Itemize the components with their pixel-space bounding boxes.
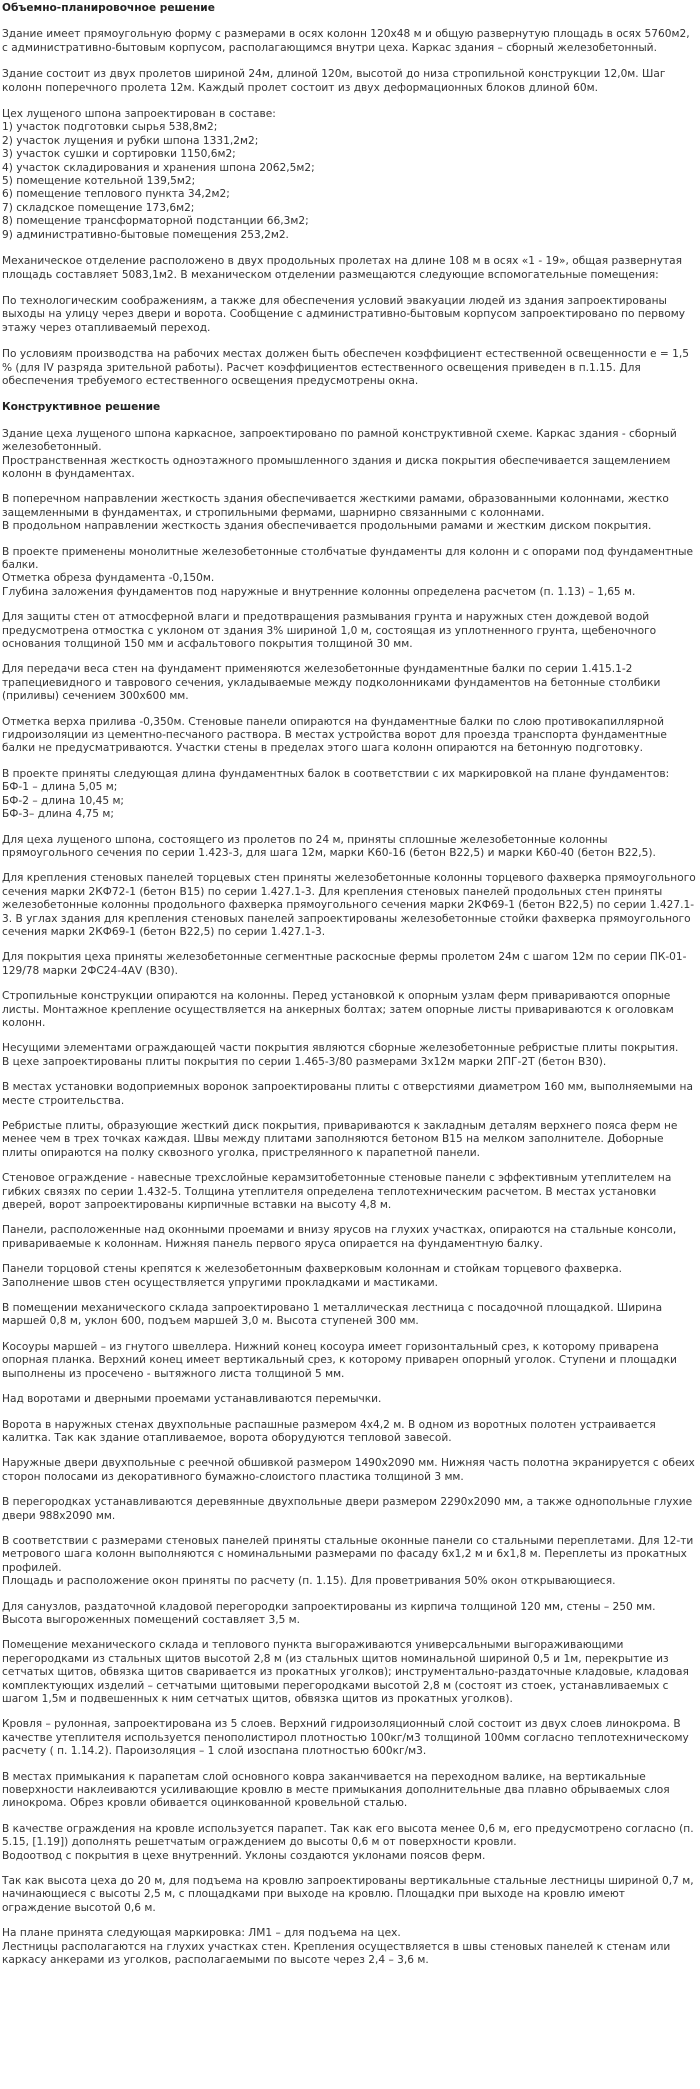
paragraph-line: Глубина заложения фундаментов под наружные и внутренние колонны определена расчетом (п. 1.13) – 1,65 м. — [2, 585, 636, 598]
paragraph — [2, 1718, 696, 1758]
paragraph-line: Наружные двери двухпольные с реечной обшивкой размером 1490х2090 мм. Нижняя часть полотна экранируется с обеих сторон полосами из декоративного бумажно-слоистого пластика толщиной 3 мм. — [2, 1457, 695, 1483]
paragraph — [2, 1042, 696, 1069]
paragraph — [2, 768, 696, 822]
paragraph — [2, 1081, 696, 1108]
paragraph — [2, 1341, 696, 1381]
paragraph-line: 9) административно-бытовые помещения 253,2м2. — [2, 228, 289, 241]
paragraph — [2, 108, 696, 242]
paragraph-line: 8) помещение трансформаторной подстанции 66,3м2; — [2, 215, 309, 228]
paragraph-line: Несущими элементами ограждающей части покрытия являются сборные железобетонные ребристые плиты покрытия. — [2, 1042, 679, 1055]
paragraph-line: По условиям производства на рабочих местах должен быть обеспечен коэффициент естественной освещенности е = 1,5 % (для IV разряда зрительной работы). Расчет коэффициентов естественного освещения приведен в п.1.15. Для обеспечения требуемого естественного освещения предусмотрены окна. — [2, 348, 690, 387]
paragraph — [2, 1927, 696, 1967]
paragraph-line: 7) складское помещение 173,6м2; — [2, 201, 195, 214]
paragraph-line: 2) участок лущения и рубки шпона 1331,2м2; — [2, 134, 259, 147]
paragraph — [2, 1120, 696, 1160]
paragraph-line: В помещении механического склада запроектировано 1 металлическая лестница с посадочной площадкой. Ширина маршей 0,8 м, уклон 600, подъем маршей 3,0 м. Высота ступеней 300 мм. — [2, 1302, 663, 1328]
paragraph — [2, 1496, 696, 1523]
paragraph — [2, 951, 696, 978]
paragraph-line: БФ-2 – длина 10,45 м; — [2, 794, 125, 807]
paragraph-line: Панели, расположенные над оконными проемами и внизу ярусов на глухих участках, опираются на стальные консоли, привариваемые к колоннам. Нижняя панель первого яруса опирается на фундаментную балку. — [2, 1224, 677, 1250]
paragraph-line: 5) помещение котельной 139,5м2; — [2, 175, 196, 188]
paragraph — [2, 834, 696, 861]
paragraph — [2, 428, 696, 482]
paragraph — [2, 68, 696, 95]
paragraph-line: В поперечном направлении жесткость здания обеспечивается жесткими рамами, образованными колоннами, жестко защемленными в фундаментах, и стропильными фермами, шарнирно связанными с колоннами. — [2, 493, 669, 519]
paragraph — [2, 990, 696, 1030]
paragraph-line: Стеновое ограждение - навесные трехслойные керамзитобетонные стеновые панели с эффективным утеплителем на гибких связях по серии 1.432-5. Толщина утеплителя определена теплотехническим расчетом. В местах установки дверей, ворот запроектированы кирпичные вставки на высоту 4,8 м. — [2, 1172, 672, 1212]
paragraph-line: Здание цеха лущеного шпона каркасное, запроектировано по рамной конструктивной схеме. Каркас здания - сборный железобетонный. — [2, 427, 677, 454]
paragraph-line: В продольном направлении жесткость здания обеспечивается продольными рамами и жестким диском покрытия. — [2, 520, 652, 533]
paragraph-line: По технологическим соображениям, а также для обеспечения условий эвакуации людей из здания запроектированы выходы на улицу через двери и ворота. Сообщение с административно-бытовым корпусом запроектировано по первому этажу через отапливаемый переход. — [2, 294, 686, 334]
paragraph — [2, 1263, 696, 1290]
paragraph-line: В проекте приняты следующая длина фундаментных балок в соответствии с их маркировкой на плане фундаментов: — [2, 767, 670, 780]
paragraph-line: Цех лущеного шпона запроектирован в составе: — [2, 108, 276, 121]
paragraph-line: В качестве ограждения на кровле используется парапет. Так как его высота менее 0,6 м, его предусмотрено согласно (п. 5.15, [1.19]) дополнять решетчатым ограждением до высоты 0,6 м от поверхности кровли. — [2, 1822, 694, 1849]
paragraph — [2, 1172, 696, 1212]
paragraph-line: Пространственная жесткость одноэтажного промышленного здания и диска покрытия обеспечивается защемлением колонн в фундаментах. — [2, 454, 671, 480]
paragraph — [2, 28, 696, 55]
paragraph-line: Так как высота цеха до 20 м, для подъема на кровлю запроектированы вертикальные стальные лестницы шириной 0,7 м, начинающиеся с высоты 2,5 м, с площадками при выходе на кровлю. Площадки при выходе на кровлю имеют ограждение высотой 0,6 м. — [2, 1875, 694, 1914]
paragraph-line: Стропильные конструкции опираются на колонны. Перед установкой к опорным узлам ферм привариваются опорные листы. Монтажное крепление осуществляется на анкерных болтах; затем опорные листы привариваются к оголовкам колонн. — [2, 990, 674, 1029]
paragraph-line: В соответствии с размерами стеновых панелей приняты стальные оконные панели со стальными переплетами. Для 12-ти метрового шага колонн выполняются с номинальными размерами по фасаду 6х1,2 м и 6х1,8 м. Переплеты из прокатных профилей. — [2, 1534, 694, 1574]
paragraph-line: Для крепления стеновых панелей торцевых стен приняты железобетонные колонны торцевого фахверка прямоугольного сечения марки 2КФ72-1 (бетон В15) по серии 1.427.1-3. Для крепления стеновых панелей продольных стен приняты железобетонные колонны продольного фахверка прямоугольного сечения марки 2КФ69-1 (бетон В22,5) по серии 1.427.1-3. В углах здания для крепления стеновых панелей запроектированы железобетонные стойки фахверка прямоугольного сечения марки 2КФ69-1 (бетон В22,5) по серии 1.427.1-3. — [2, 872, 696, 938]
paragraph — [2, 1535, 696, 1589]
paragraph-line: В местах установки водоприемных воронок запроектированы плиты с отверстиями диаметром 160 мм, выполняемыми на месте строительства. — [2, 1081, 693, 1107]
paragraph-line: В местах примыкания к парапетам слой основного ковра заканчивается на переходном валике, на вертикальные поверхности наклеиваются усиливающие кровлю в месте примыкания дополнительные два плавно обрываемых слоя линокрома. Обрез кровли обивается оцинкованной кровельной сталью. — [2, 1770, 670, 1810]
paragraph-line: Здание состоит из двух пролетов шириной 24м, длиной 120м, высотой до низа стропильной конструкции 12,0м. Шаг колонн поперечного пролета 12м. Каждый пролет состоит из двух деформационных блоков длиной 60м. — [2, 68, 666, 94]
paragraph-line: Ребристые плиты, образующие жесткий диск покрытия, привариваются к закладным деталям верхнего пояса ферм не менее чем в трех точках каждая. Швы между плитами заполняются бетоном В15 на мелком заполнителе. Доборные плиты опираются на полку сквозного уголка, пристрелянного к парапетной панели. — [2, 1120, 678, 1159]
paragraph-line: Кровля – рулонная, запроектирована из 5 слоев. Верхний гидроизоляционный слой состоит из двух слоев линокрома. В качестве утеплителя используется пенополистирол плотностью 100кг/м3 толщиной 100мм согласно теплотехническому расчету ( п. 1.14.2). Пароизоляция – 1 слой изоспана плотностью 600кг/м3. — [2, 1718, 689, 1758]
paragraph — [2, 1419, 696, 1446]
document-section — [2, 401, 696, 1967]
paragraph — [2, 493, 696, 533]
paragraph-line: 6) помещение теплового пункта 34,2м2; — [2, 188, 230, 201]
paragraph — [2, 1875, 696, 1915]
document-section — [2, 2, 696, 388]
paragraph-line: Для передачи веса стен на фундамент применяются железобетонные фундаментные балки по серии 1.415.1-2 трапециевидного и таврового сечения, укладываемые между подколонниками фундаментов на бетонные столбики (приливы) сечением 300х600 мм. — [2, 663, 661, 703]
paragraph — [2, 1771, 696, 1811]
paragraph-line: Лестницы располагаются на глухих участках стен. Крепления осуществляется в швы стеновых панелей к стенам или каркасу анкерами из уголков, располагаемыми по высоте через 2,4 – 3,6 м. — [2, 1940, 671, 1967]
paragraph-line: Водоотвод с покрытия в цехе внутренний. Уклоны создаются уклонами поясов ферм. — [2, 1849, 486, 1862]
section-heading: Конструктивное решение — [2, 401, 161, 414]
paragraph — [2, 1302, 696, 1329]
paragraph-line: 4) участок складирования и хранения шпона 2062,5м2; — [2, 161, 315, 174]
paragraph — [2, 1457, 696, 1484]
paragraph-line: Для цеха лущеного шпона, состоящего из пролетов по 24 м, приняты сплошные железобетонные колонны прямоугольного сечения по серии 1.423-3, для шага 12м, марки К60-16 (бетон В22,5) и марки К60-40 (бетон В22,5). — [2, 833, 656, 859]
paragraph-line: Помещение механического склада и теплового пункта выгораживаются универсальными выгораживающими перегородками из стальных щитов высотой 2,8 м (из стальных щитов номинальной шириной 0,5 и 1м, перекрытие из сетчатых щитов, обвязка щитов сваривается из прокатных уголков); инструментально-раздаточные кладовые, кладовая комплектующих изделий – сетчатыми щитовыми перегородками высотой 2,8 м (состоят из стоек, устанавливаемых с шагом 1,5м и подвешенных к ним сетчатых щитов, обвязка щитов из прокатных уголков). — [2, 1639, 689, 1705]
paragraph-line: Панели торцовой стены крепятся к железобетонным фахверковым колоннам и стойкам торцевого фахверка. — [2, 1263, 622, 1276]
paragraph — [2, 348, 696, 388]
paragraph-line: БФ-1 – длина 5,05 м; — [2, 781, 118, 794]
paragraph-line: Механическое отделение расположено в двух продольных пролетах на длине 108 м в осях «1 - 19», общая развернутая площадь составляет 5083,1м2. В механическом отделении размещаются следующие вспомогательные помещения: — [2, 255, 683, 281]
paragraph-line: На плане принята следующая маркировка: ЛМ1 – для подъема на цех. — [2, 1927, 401, 1940]
paragraph — [2, 1639, 696, 1706]
paragraph-line: Отметка верха прилива -0,350м. Стеновые панели опираются на фундаментные балки по слою противокапиллярной гидроизоляции из цементно-песчаного раствора. В местах устройства ворот для проезда транспорта фундаментные балки не предусматриваются. Участки стены в пределах этого шага колонн опираются на бетонную подготовку. — [2, 715, 667, 755]
paragraph-line: В проекте применены монолитные железобетонные столбчатые фундаменты для колонн и с опорами под фундаментные балки. — [2, 545, 693, 571]
paragraph — [2, 546, 696, 600]
paragraph — [2, 1393, 696, 1406]
paragraph-line: Для защиты стен от атмосферной влаги и предотвращения размывания грунта и наружных стен дождевой водой предусмотрена отмостка с уклоном от здания 3% шириной 1,0 м, состоящая из уплотненного грунта, щебеночного основания толщиной 150 мм и асфальтового покрытия толщиной 30 мм. — [2, 611, 657, 651]
paragraph — [2, 716, 696, 756]
paragraph-line: Ворота в наружных стенах двухпольные распашные размером 4х4,2 м. В одном из воротных полотен устраивается калитка. Так как здание отапливаемое, ворота оборудуются тепловой завесой. — [2, 1418, 656, 1444]
paragraph — [2, 1224, 696, 1251]
paragraph — [2, 1601, 696, 1628]
paragraph — [2, 872, 696, 939]
paragraph-line: Отметка обреза фундамента -0,150м. — [2, 572, 215, 585]
paragraph-line: Для санузлов, раздаточной кладовой перегородки запроектированы из кирпича толщиной 120 мм, стены – 250 мм. Высота выгороженных помещений составляет 3,5 м. — [2, 1600, 656, 1626]
paragraph — [2, 255, 696, 282]
paragraph-line: Над воротами и дверными проемами устанавливаются перемычки. — [2, 1393, 382, 1406]
paragraph — [2, 295, 696, 335]
paragraph-line: Здание имеет прямоугольную форму с размерами в осях колонн 120х48 м и общую развернутую площадь в осях 5760м2, с административно-бытовым корпусом, располагающимся внутри цеха. Каркас здания – сборный железобетонный. — [2, 28, 690, 54]
paragraph-line: В цехе запроектированы плиты покрытия по серии 1.465-3/80 размерами 3х12м марки 2ПГ-2Т (бетон В30). — [2, 1055, 607, 1068]
paragraph-line: Площадь и расположение окон приняты по расчету (п. 1.15). Для проветривания 50% окон открывающиеся. — [2, 1575, 616, 1588]
paragraph-line: В перегородках устанавливаются деревянные двухпольные двери размером 2290х2090 мм, а также однопольные глухие двери 988х2090 мм. — [2, 1496, 693, 1522]
paragraph-line: Заполнение швов стен осуществляется упругими прокладками и мастиками. — [2, 1276, 439, 1289]
paragraph-line: БФ-3– длина 4,75 м; — [2, 808, 114, 821]
paragraph-line: 1) участок подготовки сырья 538,8м2; — [2, 121, 218, 134]
section-heading: Объемно-планировочное решение — [2, 2, 215, 14]
paragraph — [2, 663, 696, 703]
paragraph-line: 3) участок сушки и сортировки 1150,6м2; — [2, 148, 236, 161]
paragraph — [2, 611, 696, 651]
paragraph — [2, 1823, 696, 1863]
paragraph-line: Для покрытия цеха приняты железобетонные сегментные раскосные фермы пролетом 24м с шагом 12м по серии ПК-01-129/78 марки 2ФС24-4АV (В30). — [2, 951, 687, 977]
paragraph-line: Косоуры маршей – из гнутого швеллера. Нижний конец косоура имеет горизонтальный срез, к которому приварена опорная планка. Верхний конец имеет вертикальный срез, к которому приварен опорный уголок. Ступени и площадки выполнены из просечено - вытяжного листа толщиной 5 мм. — [2, 1340, 677, 1380]
